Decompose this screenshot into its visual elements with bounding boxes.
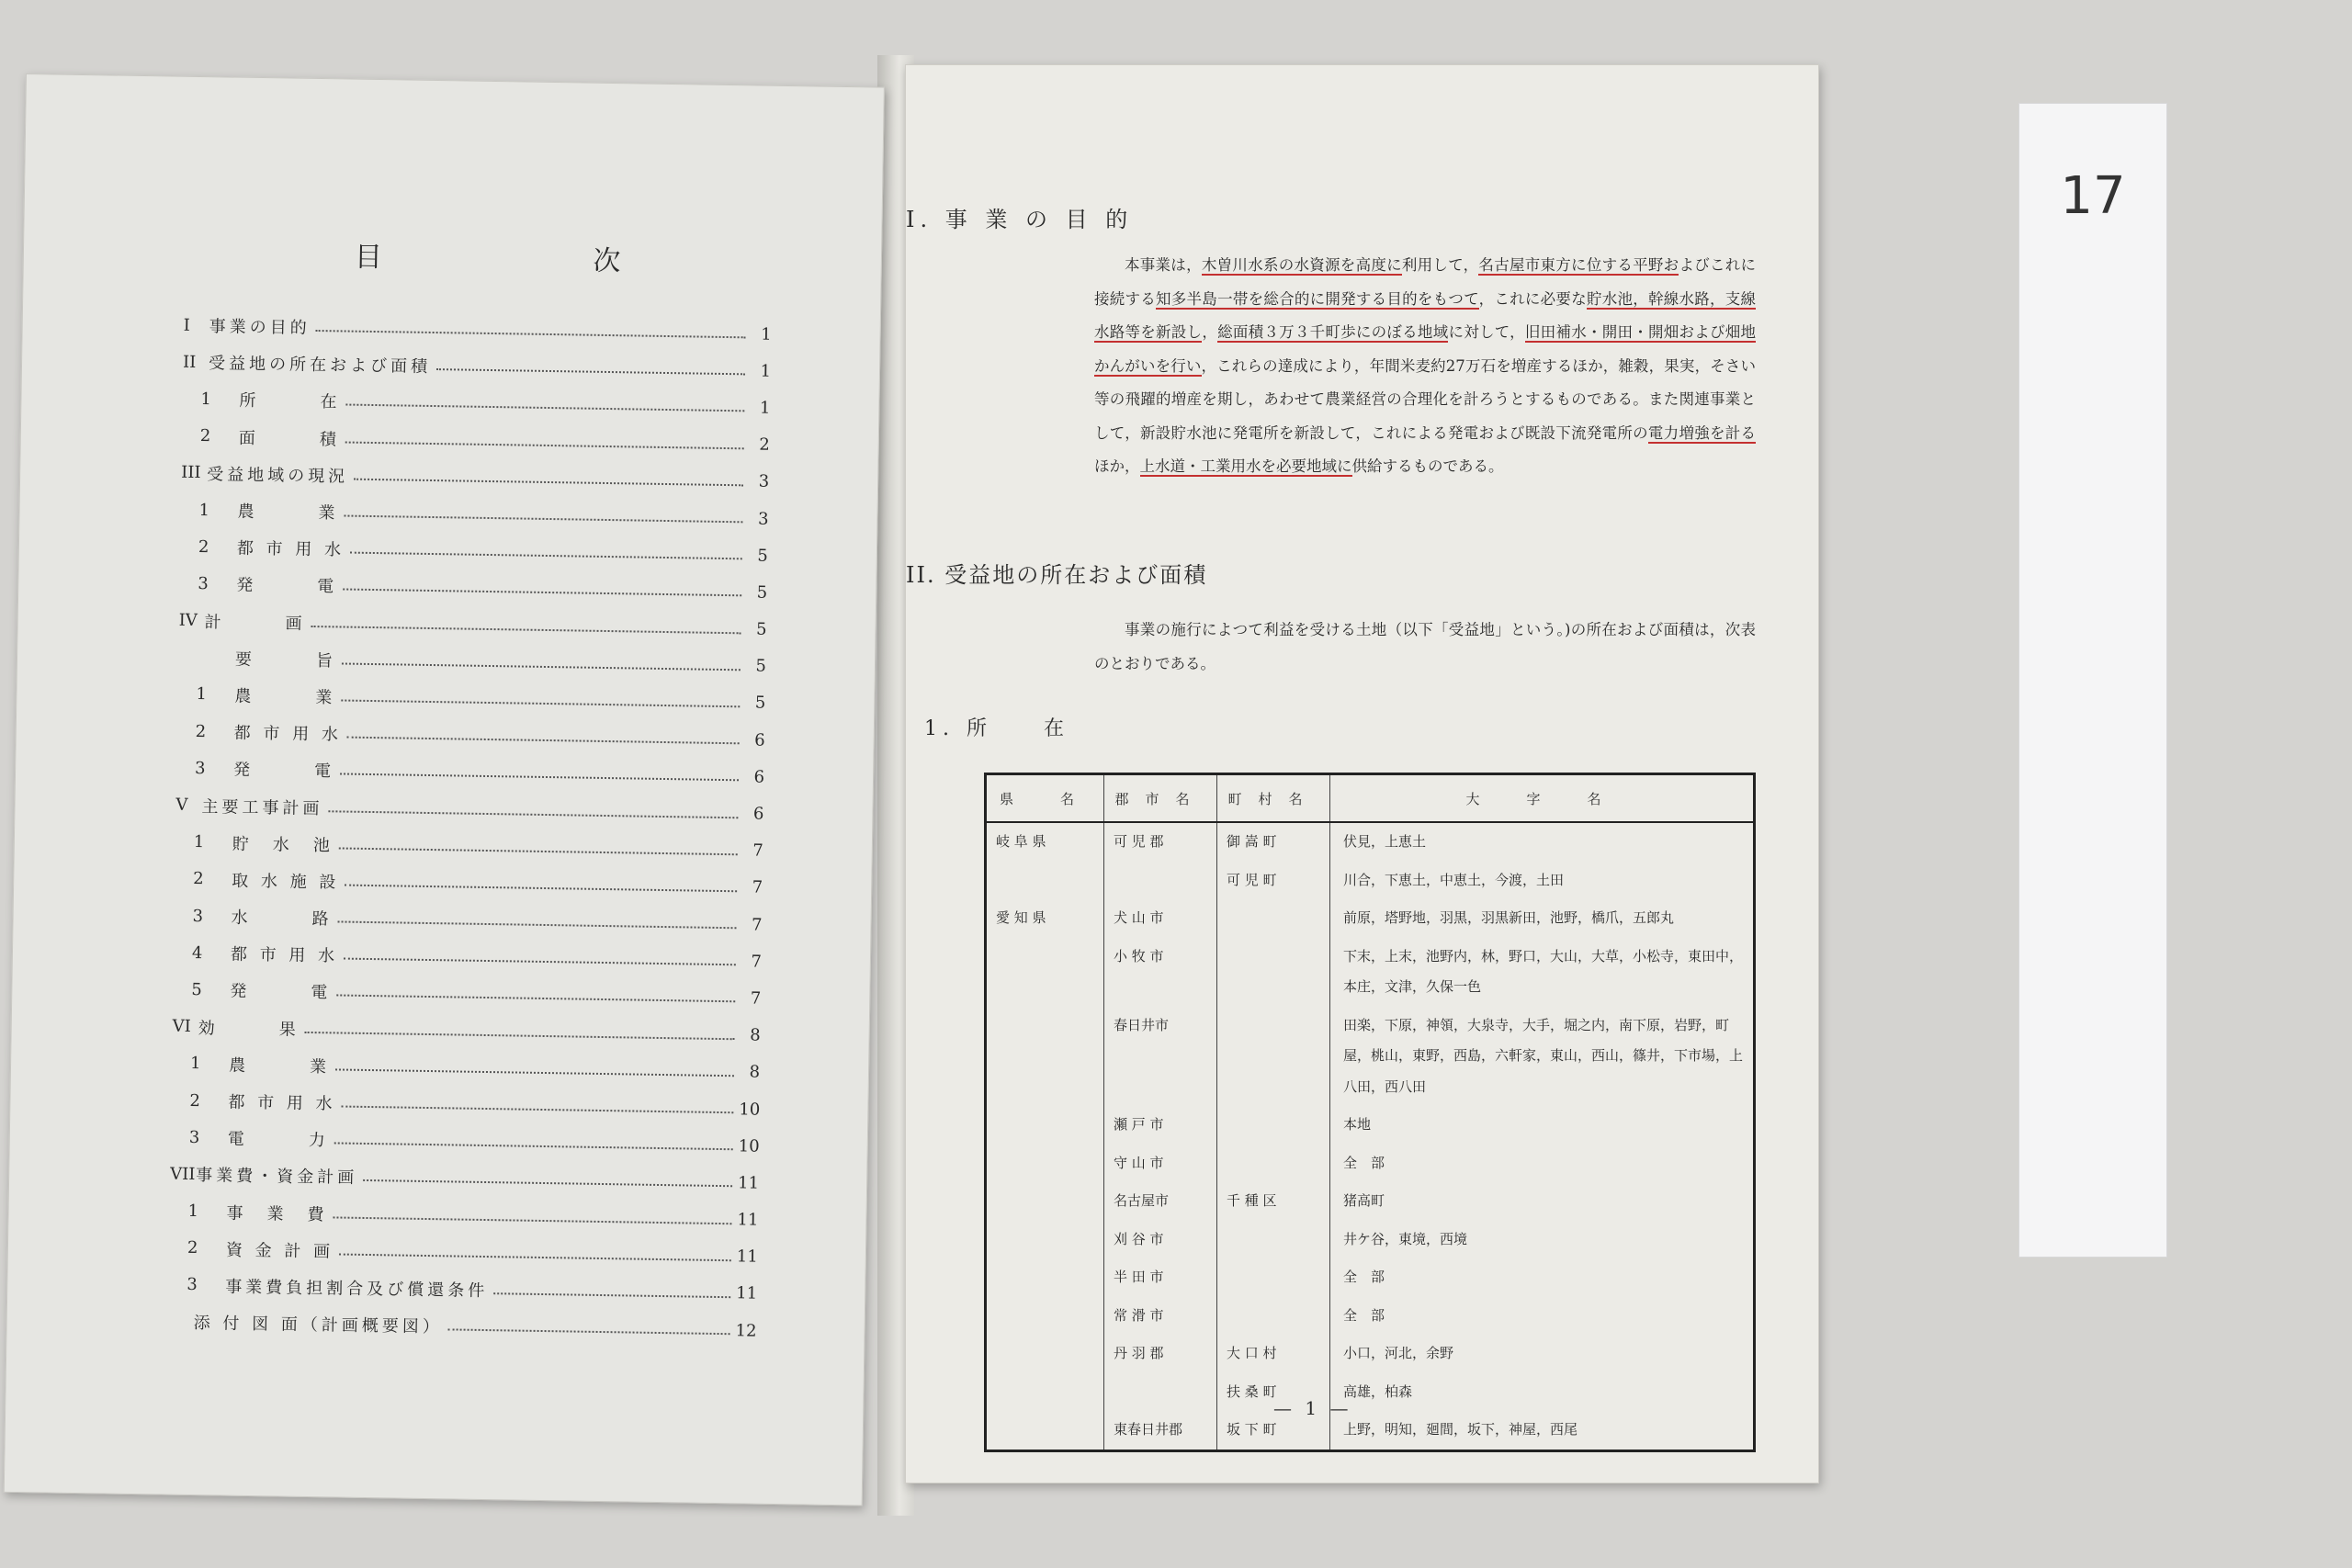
text-segment: よびこれに接続する	[1094, 256, 1757, 308]
cell-town	[1217, 1106, 1330, 1145]
toc-number: 4	[191, 942, 203, 963]
toc-number: V	[175, 795, 188, 815]
toc-page: 6	[754, 730, 765, 750]
toc-leader	[316, 330, 746, 338]
left-page-toc	[4, 73, 885, 1506]
toc-page: 6	[752, 804, 764, 824]
cell-pref: 岐 阜 県	[986, 822, 1104, 862]
index-tag	[2018, 103, 2167, 1258]
toc-number: 1	[200, 389, 212, 410]
cell-area: 小口，河北，余野	[1343, 1345, 1454, 1361]
toc-page: 1	[759, 398, 771, 418]
cell-city: 常 滑 市	[1104, 1297, 1217, 1336]
toc-leader	[305, 1032, 735, 1040]
toc-label: 事業費負担割合及び償還条件	[225, 1277, 489, 1302]
toc-label: 貯 水 池	[232, 834, 334, 856]
toc-leader	[345, 884, 737, 892]
cell-town	[1217, 938, 1330, 1007]
toc-number: 1	[196, 684, 208, 705]
toc-number: VII	[170, 1164, 196, 1184]
cell-area: 伏見，上恵土	[1343, 833, 1427, 850]
table-row	[986, 899, 1755, 938]
toc-leader	[339, 1253, 731, 1261]
cell-town: 可 児 町	[1217, 862, 1330, 900]
toc-label: 計 画	[204, 612, 306, 634]
cell-area: 上野，明知，廻間，坂下，神屋，西尾	[1343, 1421, 1578, 1438]
cell-city: 守 山 市	[1104, 1145, 1217, 1183]
table-row	[986, 1182, 1755, 1221]
toc-leader	[340, 773, 739, 782]
toc-label: 添 付 図 面（計画概要図）	[193, 1314, 443, 1337]
cell-city: 春日井市	[1104, 1007, 1217, 1107]
cell-area: 川合，下恵土，中恵土，今渡，土田	[1343, 871, 1565, 888]
cell-city	[1104, 862, 1217, 900]
toc-leader	[345, 441, 744, 449]
text-segment: ，	[1202, 323, 1218, 341]
text-segment: に対して，	[1448, 323, 1525, 341]
toc-label: 事 業 費	[226, 1203, 328, 1224]
toc-page: 2	[759, 434, 770, 455]
toc-label: 受益地の所在および面積	[208, 354, 432, 378]
toc-label: 面 積	[238, 428, 340, 450]
cell-town	[1217, 1145, 1330, 1183]
cell-pref	[986, 862, 1104, 900]
cell-town	[1217, 1221, 1330, 1259]
table-row	[986, 1373, 1755, 1412]
toc-label: 都 市 用 水	[230, 944, 339, 966]
cell-town	[1217, 1007, 1330, 1107]
toc-number: 2	[198, 536, 209, 557]
toc-number: 1	[189, 1054, 201, 1074]
toc-number: 2	[189, 1090, 201, 1111]
toc-page: 5	[757, 546, 769, 566]
cell-city: 名古屋市	[1104, 1182, 1217, 1221]
table-row	[986, 822, 1755, 862]
toc-leader	[335, 1068, 734, 1077]
toc-page: 7	[752, 877, 763, 898]
toc-number: 3	[187, 1275, 198, 1295]
toc-leader	[344, 958, 736, 966]
cell-area: 高雄，柏森	[1343, 1382, 1413, 1400]
toc-number: 5	[191, 979, 202, 1000]
toc-label: 主要工事計画	[201, 796, 323, 818]
header-town: 町村名	[1217, 774, 1330, 823]
toc-leader	[344, 515, 742, 524]
toc-leader	[334, 1143, 733, 1151]
toc-label: 電 力	[227, 1129, 329, 1151]
toc-label: 農 業	[234, 686, 336, 708]
table-row	[986, 1335, 1755, 1373]
toc-label: 都 市 用 水	[228, 1092, 336, 1114]
toc-label: 所 在	[239, 391, 341, 412]
cell-area: 全 部	[1343, 1306, 1385, 1324]
toc-label: 要 旨	[234, 649, 337, 671]
toc-leader	[363, 1179, 732, 1187]
toc-leader	[336, 995, 735, 1003]
cell-town	[1217, 899, 1330, 938]
toc-label: 発 電	[236, 576, 338, 597]
cell-city: 犬 山 市	[1104, 899, 1217, 938]
toc-page: 5	[756, 582, 768, 603]
toc-page: 5	[754, 694, 766, 714]
cell-town: 大 口 村	[1217, 1335, 1330, 1373]
toc-leader	[342, 1106, 734, 1114]
toc-number: II	[182, 352, 197, 372]
underlined-text: 名古屋市東方に位する平野お	[1478, 256, 1679, 274]
toc-list	[167, 307, 772, 1349]
cell-city: 半 田 市	[1104, 1258, 1217, 1297]
toc-leader	[341, 699, 740, 707]
cell-town: 坂 下 町	[1217, 1411, 1330, 1450]
toc-page: 11	[737, 1173, 760, 1193]
toc-number: VI	[172, 1016, 191, 1037]
underlined-text: 上水道・工業用水を必要地域に	[1139, 457, 1352, 475]
toc-label: 受益地域の現況	[207, 464, 349, 487]
toc-label: 農 業	[228, 1055, 331, 1077]
toc-page: 3	[757, 509, 769, 529]
text-segment: ，これらの達成により，年間米麦約27万石を増産するほか，雑穀，果実，そさい等の飛躍的増産を期し，あわせて農業経営の合理化を計ろうとするものである。また関連事業として，新設貯水池に発電所を新設して，これによる発電および既設下流発電所の	[1094, 356, 1756, 442]
cell-area: 全 部	[1343, 1154, 1385, 1171]
section-heading-1: I. 事 業 の 目 的	[906, 207, 1134, 232]
underlined-text: 知多半島一帯を総合的に開発する目的をもつて	[1156, 289, 1479, 308]
toc-title: 目 次	[354, 241, 722, 279]
cell-city: 丹 羽 郡	[1104, 1335, 1217, 1373]
table-row	[986, 1007, 1755, 1107]
toc-page: 12	[735, 1320, 757, 1341]
toc-page: 7	[751, 952, 763, 972]
cell-area: 田楽，下原，神領，大泉寺，大手，堀之内，南下原，岩野，町屋，桃山，東野，西島，六軒家，東山，西山，篠井，下市場，上八田，西八田	[1343, 1016, 1744, 1095]
cell-city: 刈 谷 市	[1104, 1221, 1217, 1259]
text-segment: 本事業は，	[1125, 256, 1202, 274]
toc-leader	[493, 1292, 730, 1298]
toc-page: 5	[755, 656, 767, 677]
right-page	[905, 64, 1819, 1483]
table-row	[986, 862, 1755, 900]
underlined-text: 貯水池，幹線水路，支線水路等を新設し	[1094, 289, 1757, 341]
cell-pref	[986, 938, 1104, 1007]
section-heading-2: II. 受益地の所在および面積	[906, 562, 1208, 588]
cell-town: 千 種 区	[1217, 1182, 1330, 1221]
toc-leader	[343, 589, 741, 597]
cell-pref	[986, 1335, 1104, 1373]
toc-number	[197, 658, 235, 659]
table-row	[986, 1221, 1755, 1259]
toc-leader	[339, 847, 738, 855]
toc-label: 都 市 用 水	[236, 538, 345, 560]
toc-leader	[347, 737, 740, 745]
toc-label: 効 果	[198, 1018, 300, 1040]
table-row	[986, 1411, 1755, 1450]
location-table	[984, 773, 1756, 1452]
toc-page: 11	[736, 1283, 758, 1304]
page-number: — 1 —	[1273, 1397, 1352, 1419]
toc-number: 1	[187, 1201, 199, 1222]
toc-page: 10	[739, 1099, 761, 1120]
cell-town: 扶 桑 町	[1217, 1373, 1330, 1412]
underlined-text: 木曽川水系の水資源を高度に	[1201, 256, 1402, 274]
toc-number: I	[183, 315, 191, 335]
toc-leader	[345, 404, 744, 412]
toc-page: 11	[737, 1210, 759, 1230]
toc-number: 1	[198, 500, 210, 520]
text-segment: ほか，	[1094, 457, 1140, 475]
text-segment: ，これに必要な	[1478, 289, 1587, 308]
toc-leader	[354, 479, 743, 487]
cell-pref	[986, 1007, 1104, 1107]
header-area: 大 字 名	[1330, 774, 1755, 823]
purpose-paragraph	[1094, 249, 1756, 484]
toc-label: 水 路	[231, 908, 333, 930]
toc-leader	[448, 1329, 730, 1336]
cell-pref	[986, 1297, 1104, 1336]
cell-area: 猪高町	[1343, 1192, 1385, 1209]
toc-leader	[342, 662, 741, 671]
subsection-heading: 1. 所 在	[924, 717, 1069, 740]
table-row	[986, 1297, 1755, 1336]
toc-number: III	[181, 463, 201, 483]
toc-label: 事業の目的	[209, 317, 311, 338]
toc-label: 農 業	[237, 502, 339, 524]
toc-leader	[333, 1216, 731, 1224]
underlined-text: 旧田補水・開田・開畑および畑地かんがいを行い	[1094, 323, 1757, 375]
toc-number: 1	[193, 832, 205, 852]
toc-leader	[338, 921, 737, 930]
toc-number: 3	[188, 1127, 200, 1147]
toc-label: 資 金 計 画	[225, 1240, 334, 1262]
cell-pref	[986, 1182, 1104, 1221]
header-city: 郡市名	[1104, 774, 1217, 823]
toc-leader	[436, 368, 745, 375]
toc-label: 発 電	[230, 982, 332, 1003]
toc-number: 3	[194, 758, 206, 779]
toc-leader	[328, 810, 738, 818]
cell-pref	[986, 1106, 1104, 1145]
underlined-text: 電力増強を計る	[1647, 423, 1756, 442]
toc-page: 8	[749, 1062, 761, 1083]
cell-pref	[986, 1411, 1104, 1450]
cell-pref: 愛 知 県	[986, 899, 1104, 938]
toc-page: 7	[750, 988, 762, 1009]
toc-page: 7	[751, 915, 763, 935]
table-row	[986, 1106, 1755, 1145]
cell-pref	[986, 1145, 1104, 1183]
cell-area: 前原，塔野地，羽黒，羽黒新田，池野，橋爪，五郎丸	[1343, 909, 1675, 926]
toc-label: 取 水 施 設	[232, 871, 340, 893]
cell-city: 瀬 戸 市	[1104, 1106, 1217, 1145]
cell-town: 御 嵩 町	[1217, 822, 1330, 862]
cell-town	[1217, 1297, 1330, 1336]
cell-town	[1217, 1258, 1330, 1297]
cell-city: 東春日井郡	[1104, 1411, 1217, 1450]
cell-pref	[986, 1258, 1104, 1297]
cell-city	[1104, 1373, 1217, 1412]
toc-number: 2	[187, 1238, 198, 1258]
toc-page: 10	[738, 1136, 760, 1156]
toc-page: 1	[760, 361, 772, 381]
table-row	[986, 1258, 1755, 1297]
underlined-text: 総面積３万３千町歩にのぼる地域	[1217, 323, 1449, 341]
cell-area: 下末，上末，池野内，林，野口，大山，大草，小松寺，東田中，本庄，文津，久保一色	[1343, 947, 1744, 995]
toc-page: 1	[761, 324, 772, 344]
table-header-row	[986, 774, 1755, 823]
toc-page: 6	[753, 767, 765, 787]
cell-city: 可 児 郡	[1104, 822, 1217, 862]
cell-area: 井ケ谷，東境，西境	[1343, 1230, 1468, 1247]
toc-number: 2	[193, 869, 204, 889]
cell-area: 全 部	[1343, 1269, 1385, 1285]
toc-label: 都 市 用 水	[233, 723, 343, 745]
toc-number: 2	[195, 721, 207, 741]
table-row	[986, 1145, 1755, 1183]
cell-area: 本地	[1343, 1116, 1372, 1133]
text-segment: 利用して，	[1401, 256, 1479, 274]
cell-pref	[986, 1221, 1104, 1259]
toc-number: 3	[192, 906, 204, 926]
header-prefecture: 県 名	[986, 774, 1104, 823]
toc-page: 3	[758, 471, 770, 492]
toc-leader	[350, 552, 742, 560]
text-segment: 供給するものである。	[1351, 457, 1504, 475]
toc-leader	[311, 626, 741, 634]
toc-page: 11	[736, 1247, 758, 1267]
tag-number: 17	[2060, 166, 2126, 226]
toc-page: 7	[752, 840, 763, 861]
location-paragraph: 事業の施行によつて利益を受ける土地（以下「受益地」という。)の所在および面積は，次表のとおりである。	[1094, 621, 1756, 672]
cell-city: 小 牧 市	[1104, 938, 1217, 1007]
toc-number: IV	[178, 610, 198, 631]
toc-page: 8	[750, 1025, 761, 1045]
table-row	[986, 938, 1755, 1007]
toc-number: 2	[199, 426, 211, 446]
toc-page: 5	[755, 619, 767, 639]
toc-number: 3	[198, 573, 209, 594]
cell-pref	[986, 1373, 1104, 1412]
toc-label: 発 電	[232, 760, 335, 782]
toc-label: 事業費・資金計画	[196, 1166, 358, 1189]
